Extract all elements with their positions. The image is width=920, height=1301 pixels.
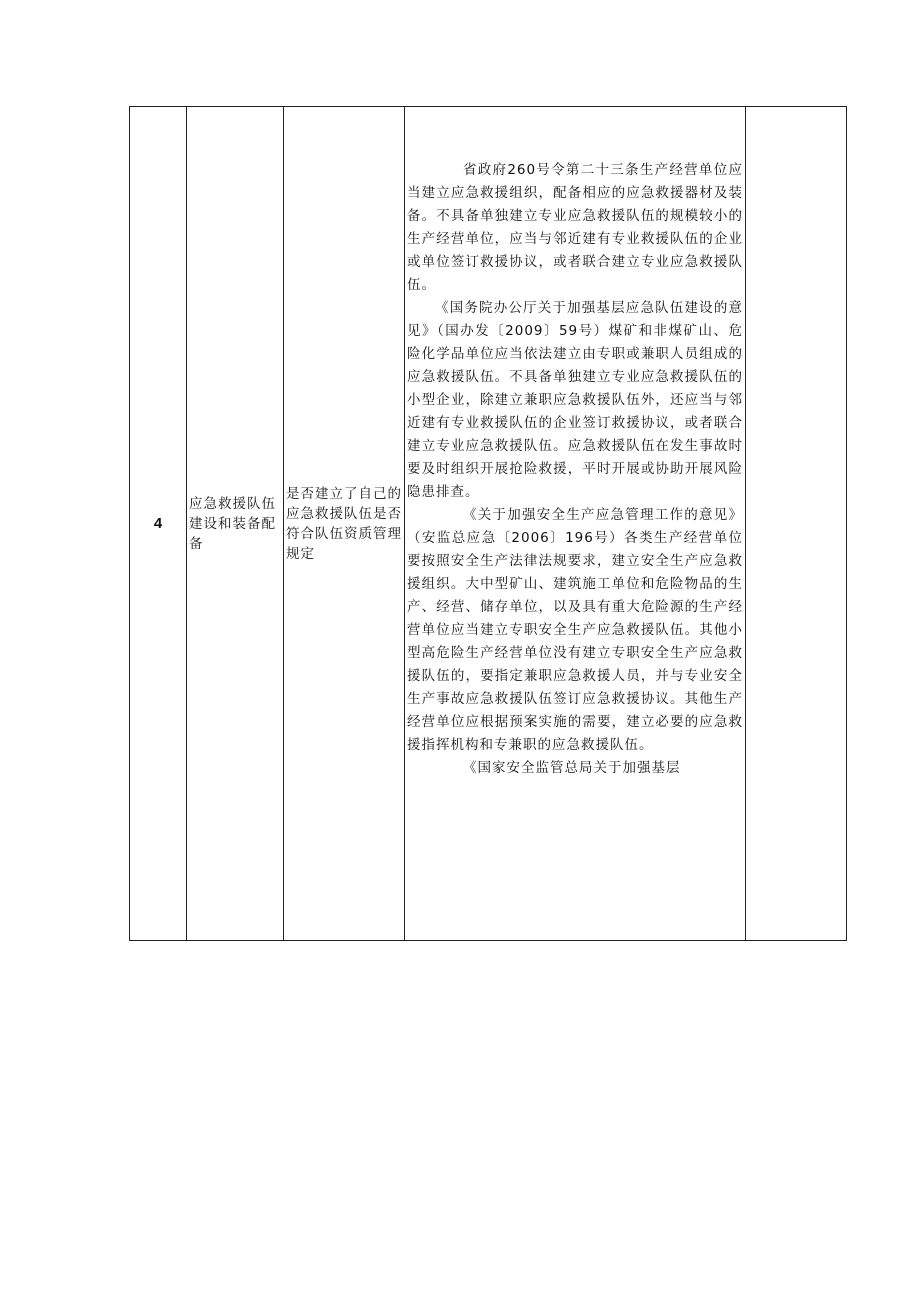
row-number-cell xyxy=(130,107,187,941)
item-name: 应急救援队伍建设和装备配备 xyxy=(189,495,276,552)
check-content-cell xyxy=(284,107,405,941)
table-row xyxy=(130,107,847,941)
inspection-table xyxy=(129,106,847,941)
basis-paragraph: 《国务院办公厅关于加强基层应急队伍建设的意见》（国办发〔2009〕59号）煤矿和非煤矿山、危险化学品单位应当依法建立由专职或兼职人员组成的应急救援队伍。不具备单独建立专业应急救援队伍的小型企业，除建立兼职应急救援队伍外，还应当与邻近建有专业救援队伍的企业签订救援协议，或者联合建立专业应急救援队伍。应急救援队伍在发生事故时要及时组织开展抢险救援，平时开展或协助开展风险隐患排查。 xyxy=(407,300,743,500)
basis-paragraph: 《关于加强安全生产应急管理工作的意见》（安监总应急〔2006〕196号）各类生产经营单位要按照安全生产法律法规要求，建立安全生产应急救援组织。大中型矿山、建筑施工单位和危险物品的生产、经营、储存单位，以及具有重大危险源的生产经营单位应当建立专职安全生产应急救援队伍。其他小型高危险生产经营单位没有建立专职安全生产应急救援队伍的，要指定兼职应急救援人员，并与专业安全生产事故应急救援队伍签订应急救援协议。其他生产经营单位应根据预案实施的需要，建立必要的应急救援指挥机构和专兼职的应急救援队伍。 xyxy=(407,507,743,753)
basis-text xyxy=(405,107,745,780)
basis-paragraph: 《国家安全监管总局关于加强基层 xyxy=(463,760,681,776)
remark-cell xyxy=(746,107,847,941)
basis-paragraph: 省政府260号令第二十三条生产经营单位应当建立应急救援组织，配备相应的应急救援器材及装备。不具备单独建立专业应急救援队伍的规模较小的生产经营单位，应当与邻近建有专业救援队伍的企业或单位签订救援协议，或者联合建立专业应急救援队伍。 xyxy=(407,162,743,293)
row-number: 4 xyxy=(153,515,163,532)
item-cell xyxy=(187,107,284,941)
basis-cell xyxy=(405,107,746,941)
check-content: 是否建立了自己的应急救援队伍是否符合队伍资质管理规定 xyxy=(286,485,402,562)
